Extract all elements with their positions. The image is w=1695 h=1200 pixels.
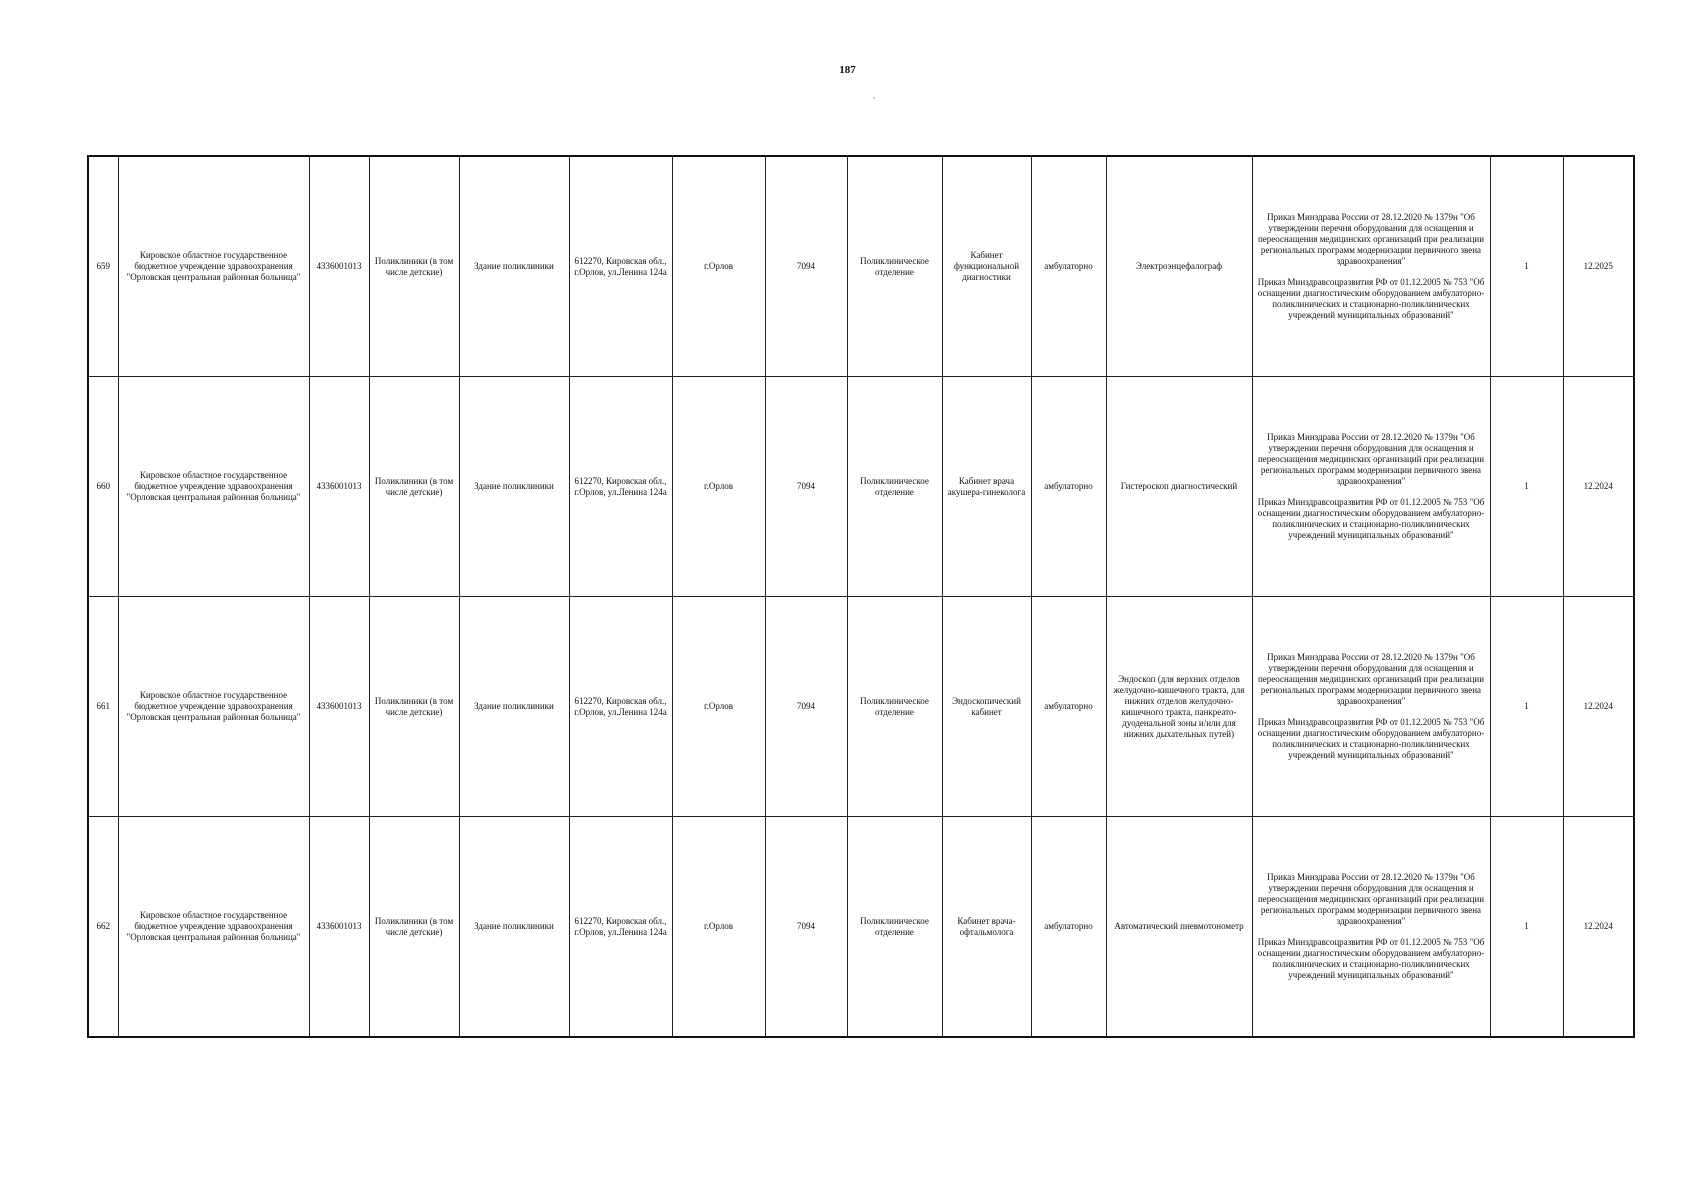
table-row <box>88 597 1634 817</box>
organization-name: Кировское областное государственное бюджетное учреждение здравоохранения "Орловская центральная районная больница" <box>118 597 309 817</box>
legal-basis-order-753: Приказ Минздравсоцразвития РФ от 01.12.2005 № 753 "Об оснащении диагностическим оборудованием амбулаторно-поликлинических и стационарно-поликлинических учреждений муниципальных образований" <box>1257 717 1485 760</box>
room: Кабинет врача-офтальмолога <box>942 817 1031 1038</box>
date: 12.2025 <box>1563 156 1634 377</box>
address: 612270, Кировская обл., г.Орлов, ул.Ленина 124а <box>569 817 672 1038</box>
locality: г.Орлов <box>672 377 765 597</box>
legal-basis <box>1252 377 1490 597</box>
equipment: Гистероскоп диагностический <box>1106 377 1252 597</box>
quantity: 1 <box>1490 597 1563 817</box>
legal-basis <box>1252 597 1490 817</box>
department: Поликлиническое отделение <box>847 377 942 597</box>
care-condition: амбулаторно <box>1031 377 1106 597</box>
date: 12.2024 <box>1563 597 1634 817</box>
inn: 4336001013 <box>309 817 369 1038</box>
facility-type: Поликлиники (в том числе детские) <box>369 377 459 597</box>
facility-type: Поликлиники (в том числе детские) <box>369 156 459 377</box>
table-row <box>88 377 1634 597</box>
quantity: 1 <box>1490 156 1563 377</box>
legal-basis-order-1379n: Приказ Минздрава России от 28.12.2020 № 1379н "Об утверждении перечня оборудования для оснащения и переоснащения медицинских организаций при реализации региональных программ модернизации первичного звена здравоохранения" <box>1257 652 1485 706</box>
organization-name: Кировское областное государственное бюджетное учреждение здравоохранения "Орловская центральная районная больница" <box>118 817 309 1038</box>
building: Здание поликлиники <box>459 377 569 597</box>
date: 12.2024 <box>1563 377 1634 597</box>
row-number: 659 <box>88 156 118 377</box>
inn: 4336001013 <box>309 377 369 597</box>
locality: г.Орлов <box>672 597 765 817</box>
organization-name: Кировское областное государственное бюджетное учреждение здравоохранения "Орловская центральная районная больница" <box>118 377 309 597</box>
legal-basis-order-1379n: Приказ Минздрава России от 28.12.2020 № 1379н "Об утверждении перечня оборудования для оснащения и переоснащения медицинских организаций при реализации региональных программ модернизации первичного звена здравоохранения" <box>1257 212 1485 266</box>
equipment: Эндоскоп (для верхних отделов желудочно-кишечного тракта, для нижних отделов желудочно-кишечного тракта, панкреато-дуоденальной зоны и/или для нижних дыхательных путей) <box>1106 597 1252 817</box>
scan-mark: , <box>873 90 876 100</box>
address: 612270, Кировская обл., г.Орлов, ул.Ленина 124а <box>569 597 672 817</box>
row-number: 662 <box>88 817 118 1038</box>
legal-basis-order-753: Приказ Минздравсоцразвития РФ от 01.12.2005 № 753 "Об оснащении диагностическим оборудованием амбулаторно-поликлинических и стационарно-поликлинических учреждений муниципальных образований" <box>1257 277 1485 320</box>
address: 612270, Кировская обл., г.Орлов, ул.Ленина 124а <box>569 377 672 597</box>
quantity: 1 <box>1490 377 1563 597</box>
table-row <box>88 156 1634 377</box>
organization-name: Кировское областное государственное бюджетное учреждение здравоохранения "Орловская центральная районная больница" <box>118 156 309 377</box>
room: Эндоскопический кабинет <box>942 597 1031 817</box>
row-number: 660 <box>88 377 118 597</box>
locality: г.Орлов <box>672 156 765 377</box>
code: 7094 <box>765 156 847 377</box>
date: 12.2024 <box>1563 817 1634 1038</box>
building: Здание поликлиники <box>459 817 569 1038</box>
department: Поликлиническое отделение <box>847 597 942 817</box>
care-condition: амбулаторно <box>1031 597 1106 817</box>
code: 7094 <box>765 377 847 597</box>
legal-basis-order-753: Приказ Минздравсоцразвития РФ от 01.12.2005 № 753 "Об оснащении диагностическим оборудованием амбулаторно-поликлинических и стационарно-поликлинических учреждений муниципальных образований" <box>1257 937 1485 980</box>
table-row <box>88 817 1634 1038</box>
legal-basis-order-753: Приказ Минздравсоцразвития РФ от 01.12.2005 № 753 "Об оснащении диагностическим оборудованием амбулаторно-поликлинических и стационарно-поликлинических учреждений муниципальных образований" <box>1257 497 1485 540</box>
address: 612270, Кировская обл., г.Орлов, ул.Ленина 124а <box>569 156 672 377</box>
legal-basis <box>1252 156 1490 377</box>
code: 7094 <box>765 817 847 1038</box>
facility-type: Поликлиники (в том числе детские) <box>369 817 459 1038</box>
room: Кабинет функциональной диагностики <box>942 156 1031 377</box>
department: Поликлиническое отделение <box>847 156 942 377</box>
equipment-registry-table <box>87 155 1635 1038</box>
row-number: 661 <box>88 597 118 817</box>
legal-basis-order-1379n: Приказ Минздрава России от 28.12.2020 № 1379н "Об утверждении перечня оборудования для оснащения и переоснащения медицинских организаций при реализации региональных программ модернизации первичного звена здравоохранения" <box>1257 872 1485 926</box>
room: Кабинет врача акушера-гинеколога <box>942 377 1031 597</box>
inn: 4336001013 <box>309 156 369 377</box>
equipment: Автоматический пневмотонометр <box>1106 817 1252 1038</box>
quantity: 1 <box>1490 817 1563 1038</box>
care-condition: амбулаторно <box>1031 817 1106 1038</box>
building: Здание поликлиники <box>459 597 569 817</box>
facility-type: Поликлиники (в том числе детские) <box>369 597 459 817</box>
equipment: Электроэнцефалограф <box>1106 156 1252 377</box>
code: 7094 <box>765 597 847 817</box>
department: Поликлиническое отделение <box>847 817 942 1038</box>
page-number: 187 <box>839 64 856 76</box>
legal-basis-order-1379n: Приказ Минздрава России от 28.12.2020 № 1379н "Об утверждении перечня оборудования для оснащения и переоснащения медицинских организаций при реализации региональных программ модернизации первичного звена здравоохранения" <box>1257 432 1485 486</box>
inn: 4336001013 <box>309 597 369 817</box>
legal-basis <box>1252 817 1490 1038</box>
locality: г.Орлов <box>672 817 765 1038</box>
building: Здание поликлиники <box>459 156 569 377</box>
care-condition: амбулаторно <box>1031 156 1106 377</box>
